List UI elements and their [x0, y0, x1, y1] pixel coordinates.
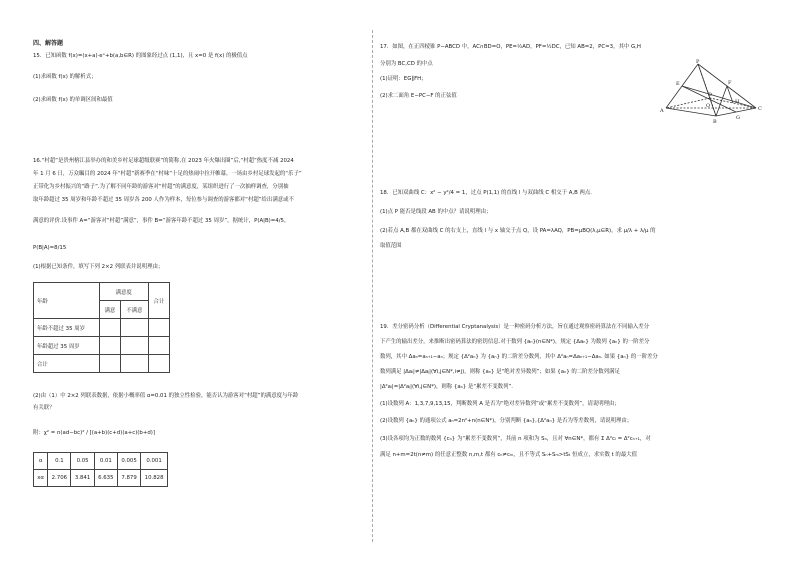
q18-part1: (1)点 P 能否是线段 AB 的中点？请说明理由；: [380, 209, 492, 215]
label-a: A: [660, 108, 664, 114]
q16-line6: P(B|A)=8/15: [33, 245, 67, 251]
q19-line1: 19．差分密码分析（Differential Cryptanalysis）是一种密码分析方法，旨在通过观察密码算法在不同输入差分: [380, 324, 650, 330]
label-d: D: [708, 92, 713, 98]
section-title: 四、解答题: [33, 40, 64, 47]
alpha-label: α: [34, 453, 48, 470]
q16-line3: 正带化为乡村振兴的“路子”.为了解不同年龄的游客对“村超”的满意度，某组织进行了一次抽样调查，分别抽: [33, 184, 289, 190]
alpha-cell: 0.01: [94, 453, 117, 470]
q16-line4: 取年龄超过 35 周岁和年龄不超过 35 周岁各 200 人作为样本，每位参与调查的游客都对“村超”给出满意或不: [33, 197, 294, 203]
q15-stem: 15．已知函数 f(x)=(x+a)·eˣ+b(a,b∈R) 的图象经过点 (1,1)，且 x=0 是 f(x) 的极值点: [33, 53, 248, 59]
q19-part3b: 满足 n+m=2t(n≠m) 的任意正整数 n,m,t 都有 cₙ≠cₘ，且不等式 Sₙ+Sₘ>tSₜ 恒成立，求实数 t 的最大值: [380, 452, 637, 458]
q16-line5: 满意的评价.设事件 A=“游客对“村超”满意”，事件 B=“游客年龄不超过 35 周岁”，据统计，P(A|B)=4/5，: [33, 218, 290, 224]
x-label: xα: [34, 470, 48, 487]
pyramid-figure: [658, 58, 768, 130]
header-total: 合计: [148, 283, 169, 319]
q17-stem2: 分别为 BC,CD 的中点: [380, 61, 433, 67]
x-cell: 6.635: [94, 470, 117, 487]
cell: [99, 337, 120, 355]
segment-ec: [682, 86, 756, 108]
contingency-table: [33, 282, 170, 373]
cell: [99, 319, 120, 337]
q16-part1: (1)根据已知条件，填写下列 2×2 列联表并说明理由；: [33, 264, 164, 270]
label-o: O: [706, 103, 711, 109]
q18-part2b: 取值范围: [380, 243, 402, 249]
table-row: [34, 355, 170, 373]
label-p: P: [696, 59, 700, 65]
q18-stem: 18．已知双曲线 C：x² − y²/4 = 1，过点 P(1,1) 的直线 l 与双曲线 C 相交于 A,B 两点.: [380, 190, 593, 196]
q19-part1: (1)设数列 A：1,3,7,9,13,15，判断数列 A 是否为“绝对差异数列”或“累差不变数列”，请说明理由；: [380, 401, 620, 407]
q15-part1: (1)求函数 f(x) 的解析式；: [33, 74, 97, 80]
segment-fb: [716, 86, 727, 116]
header-satisfied: 满意: [99, 301, 120, 319]
table-row: [34, 319, 170, 337]
header-age: 年龄: [34, 283, 100, 319]
label-g: G: [736, 115, 740, 121]
label-c: C: [758, 106, 762, 112]
header-satisfaction: 满意度: [99, 283, 148, 301]
x-cell: 10.828: [141, 470, 168, 487]
row-label: 年龄不超过 35 周岁: [34, 319, 100, 337]
row-label: 年龄超过 35 周岁: [34, 337, 100, 355]
cell: [148, 355, 169, 373]
x-cell: 7.879: [117, 470, 140, 487]
q16-line2: 年 1 月 6 日，万众瞩目的 2024 年“村超”新赛季在“村味”十足的热闹中拉开帷幕，一场由乡村足球发起的“乐子”: [33, 171, 302, 177]
x-cell: 2.706: [48, 470, 71, 487]
q16-part2b: 有关联？: [33, 405, 55, 411]
q17-stem: 17．如图，在正四棱锥 P−ABCD 中，AC∩BD=O，PE=½AD，PF=½DC，已知 AB=2，PC=3，其中 G,H: [380, 44, 641, 50]
label-b: B: [713, 119, 717, 125]
q15-part2: (2)求函数 f(x) 的单调区间和最值: [33, 97, 113, 103]
alpha-cell: 0.05: [71, 453, 94, 470]
table-row: [34, 470, 168, 487]
q19-line5: |Δ²aᵢ|=|Δ²aⱼ|(∀i,j∈N*)，则称 {aₙ} 是“累差不变数列”.: [380, 384, 513, 390]
q19-part3a: (3)设各项均为正数的数列 {cₙ} 为“累差不变数列”，其前 n 项和为 Sₙ，且对 ∀n∈N*，都有 Σ Δ²cᵢ = Δ²cₙ₊₁，对: [380, 436, 651, 442]
cell: [121, 319, 149, 337]
critical-value-table: [33, 452, 168, 487]
alpha-cell: 0.1: [48, 453, 71, 470]
column-divider: [372, 30, 373, 542]
label-h: H: [735, 99, 740, 105]
q17-part2: (2)求二面角 E−PC−F 的正弦值: [380, 93, 457, 99]
label-e: E: [676, 81, 680, 87]
q19-line3: 数列，其中 Δaₙ=aₙ₊₁−aₙ；规定 {Δ²aₙ} 为 {aₙ} 的二阶差分数列，其中 Δ²aₙ=Δaₙ₊₁−Δaₙ. 如果 {aₙ} 的一阶差分: [380, 354, 658, 360]
chi-square-formula: 附：χ² = n(ad−bc)² / [(a+b)(c+d)(a+c)(b+d)]: [33, 430, 155, 436]
q16-line1: 16.“村超”是贵州榕江县举办的和美乡村足球超级联赛”的简称,在 2023 年火爆出圈”后,“村超”热度不减 2024: [33, 158, 294, 164]
alpha-cell: 0.005: [117, 453, 140, 470]
row-label: 合计: [34, 355, 100, 373]
header-unsatisfied: 不满意: [121, 301, 149, 319]
cell: [121, 337, 149, 355]
x-cell: 3.841: [71, 470, 94, 487]
q17-part1: (1)证明：EG∥FH；: [380, 76, 427, 82]
cell: [148, 319, 169, 337]
q18-part2a: (2)若点 A,B 都在双曲线 C 的右支上，直线 l 与 x 轴交于点 Q，设 PA=λAQ，PB=μBQ(λ,μ∈R)，求 μ/λ + λ/μ 的: [380, 228, 656, 234]
q19-line4: 数列满足 |Δaᵢ|≠|Δaⱼ|(∀i,j∈N*,i≠j)，则称 {aₙ} 是“绝对差异数列”；如果 {aₙ} 的二阶差分数列满足: [380, 369, 620, 375]
q19-line2: 下产生的输出差分，来推断出密码算法的密钥信息.对于数列 {aₙ}(n∈N*)，规定 {Δaₙ} 为数列 {aₙ} 的一阶差分: [380, 339, 650, 345]
alpha-cell: 0.001: [141, 453, 168, 470]
table-row: [34, 453, 168, 470]
q16-part2a: (2)由（1）中 2×2 列联表数据，依据小概率值 α=0.01 的独立性检验，能否认为游客对“村超”的满意度与年龄: [33, 393, 299, 399]
table-row: [34, 337, 170, 355]
cell: [148, 337, 169, 355]
cell: [121, 355, 149, 373]
edge-ab: [666, 108, 716, 116]
label-f: F: [728, 80, 732, 86]
cell: [99, 355, 120, 373]
q19-part2: (2)设数列 {aₙ} 的通项公式 aₙ=2n²+n(n∈N*)，分别判断 {aₙ},{Δ²aₙ} 是否为等差数列，请说明理由；: [380, 418, 633, 424]
